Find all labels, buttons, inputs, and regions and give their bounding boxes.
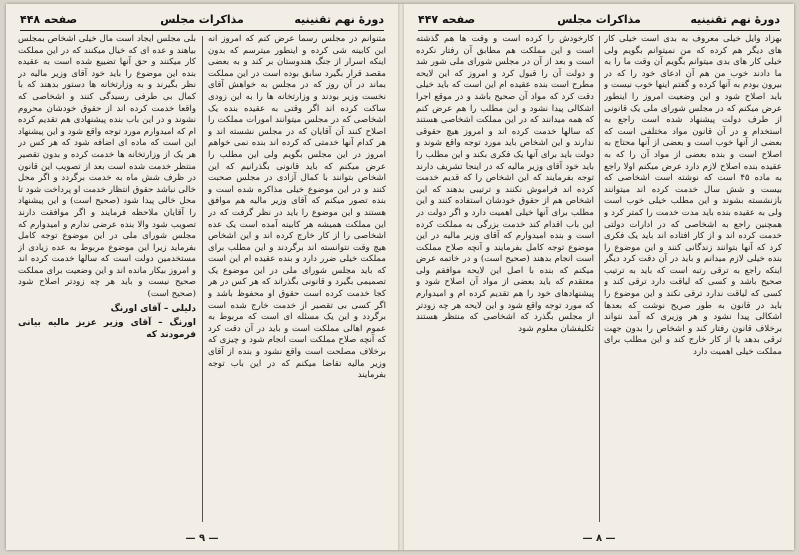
right-page-folio: — ۸ — bbox=[582, 533, 616, 544]
left-page-folio: — ۹ — bbox=[185, 533, 219, 544]
column-divider bbox=[202, 36, 203, 522]
left-page-right-column bbox=[208, 34, 386, 524]
left-page-left-column-text: بلی مجلس ایجاد است مال خیلی اشخاص بمجلس بیاهند و عده ای که خیال میکنند که در این مملکت کار میکنند و حق آنها تضییع شده است به عقیده بنده این موضوع را باید خود آقای وزیر مالیه در نظر بگیرند و به وزارتخانه ها دستور بدهند که با کمال بی طرفی رسیدگی کنند و اشخاصی که واقعا خدمت کرده اند از حقوق خودشان محروم نشوند و در این باب بنده پیشنهادی هم تقدیم کرده ام که امیدوارم مورد توجه واقع شود و این پیشنهاد این است که ماده ای اضافه شود که هر کس در هر یک از وزارتخانه ها خدمت کرده و بدون تقصیر منتظر خدمت شده است بعد از تصویب این قانون در ظرف شش ماه به خدمت برگردد و اگر محل خالی نباشد حقوق انتظار خدمت او پرداخت شود تا محل خالی پیدا شود (صحیح است) و این پیشنهاد را آقایان ملاحظه فرمایند و اگر موافقت دارند تصویب شود والا بنده عرضی ندارم و امیدوارم که مجلس شورای ملی در این موضوع توجه کامل بفرماید زیرا این موضوع مربوط به عده زیادی از مستخدمین دولت است که سالها خدمت کرده اند و امروز بیکار مانده اند و این وضعیت برای مملکت صحیح نیست و باید هر چه زودتر اصلاح شود (صحیح است) bbox=[18, 34, 196, 300]
right-header-title: مذاکرات مجلس bbox=[557, 13, 641, 26]
right-page-right-column-text: بهزاد وایل خیلی معروف به بدی است خیلی کار های دیگر هم کرده که من نمیتوانم بگویم ولی خیلی کار های بدی میتوانم بگویم آن وقت ما را به ما دادند خوب من هم آن ادعای خود را که در بیرون بودم به آنها کرده و گفتم اینها خوب نیست و باید اصلاح شود و این وضعیت امروز را اینطور عرض میکنم که در مجلس شورای ملی یک قانونی از طرف دولت پیشنهاد شده است راجع به استخدام و در آن قانون مواد مختلفی است که بعضی از آنها خوب است و بعضی از آنها محتاج به اصلاح است و بنده بعضی از مواد آن را که به عقیده بنده اصلاح لازم دارد عرض میکنم اولا راجع به ماده ۴۵ است که نوشته است اشخاصی که بیست و شش سال خدمت کرده اند میتوانند بازنشسته بشوند و این مطلب خیلی خوب است ولی به عقیده بنده باید مدت خدمت را کمتر کرد و همچنین راجع به اشخاصی که در ادارات دولتی خدمت کرده اند و از کار افتاده اند باید یک فکری کرد که آنها بتوانند زندگانی کنند و این موضوع را بنده خیلی لازم میدانم و باید در آن دقت کرد دیگر اینکه راجع به ترقی رتبه است که باید به ترتیب صحیح باشد و کسی که لیاقت دارد ترقی کند و کسی که لیاقت ندارد ترقی نکند و این موضوع را باید در قانون به طور صریح نوشت که بعدها اشکالی پیدا نشود و هر وزیری که آمد نتواند برخلاف قانون رفتار کند و اشخاص را بدون جهت ترقی بدهد یا از کار خارج کند و این مطلب برای مملکت خیلی اهمیت دارد bbox=[604, 34, 782, 358]
right-header-session: دورهٔ نهم تقنینیه bbox=[690, 13, 780, 26]
right-page-left-column-text: کارخودش را کرده است و وقت ها هم گذشته است و این مملکت هم مطابق آن رفتار نکرده است و بعد از آن در مجلس شورای ملی شور شد و دولت آن را قبول کرد و امروز که این لایحه مطرح است بنده عقیده ام این است که باید خیلی دقت کرد که مواد آن صحیح باشد و در موقع اجرا اشکالی پیدا نشود و این مطلب را هم عرض کنم که همه میدانند که در این مملکت اشخاصی هستند که سالها خدمت کرده اند و امروز هیچ حقوقی ندارند و این اشخاص باید مورد توجه واقع شوند و دولت باید برای آنها یک فکری بکند و این مطلب را باید خود آقای وزیر مالیه که در اینجا تشریف دارند توجه بفرمایند که این اشخاص را که قدیم خدمت کرده اند فراموش نکنند و ترتیبی بدهند که این اشخاص هم از حقوق خودشان استفاده کنند و این مطلب برای آنها خیلی اهمیت دارد و اگر دولت در این باب اقدام کند خدمت بزرگی به مملکت کرده است و بنده امیدوارم که آقای وزیر مالیه در این موضوع توجه کامل بفرمایند و آنچه صلاح مملکت است انجام بدهند (صحیح است) و در خاتمه عرض میکنم که بنده با اصل این لایحه موافقم ولی معتقدم که باید بعضی از مواد آن اصلاح شود و پیشنهادهای خود را هم تقدیم کرده ام و امیدوارم که مورد توجه واقع شود و این لایحه هر چه زودتر از مجلس بگذرد که اشخاصی که منتظر هستند تکلیفشان معلوم شود bbox=[416, 34, 594, 334]
left-page-right-column-text: متنوانم در مجلس رسما عرض کنم که امروز انه این کابینه شی کرده و اینطور میترسم که بدون اینکه اسرار از جنگ هندوستان بر کند و به بعضی مقصد قرار بگیرد سابق بوده است در این مملکت بماند در آن روز که در مجلس به خواهش آقای نخست وزیر بودند و وزارتخانه ها را به این زودی ساکت کرده اند اگر وقتی به عقیده بنده یک اشخاصی که در مجلس میتوانند امورات مملکت را اصلاح کنند آن آقایان که در مجلس نشسته اند و هر کدام آنها خدمتی که کرده اند بنده نمی خواهم امروز در این مجلس بگویم ولی این مطلب را عرض میکنم که باید قانونی بگذرانیم که این اشخاص بتوانند با کمال آزادی در مجلس صحبت کنند و در این موضوع خیلی مذاکره شده است و بنده تصور میکنم که آقای وزیر مالیه هم موافق هستند و این موضوع را باید در نظر گرفت که در این مملکت همیشه هر کابینه آمده است یک عده اشخاصی را از کار خارج کرده اند و این اشخاص هیچ وقت نتوانسته اند برگردند و این مطلب برای مملکت خیلی ضرر دارد و بنده عقیده ام این است که باید مجلس شورای ملی در این موضوع یک تصمیمی بگیرد و قانونی بگذراند که هر کس در هر کجا خدمت کرده است حقوق او محفوظ باشد و اگر کسی بی تقصیر از خدمت خارج شده است برگردد و این یک مسئله ای است که مربوط به عموم اهالی مملکت است و باید در آن دقت کرد که آنچه صلاح مملکت است انجام شود و چیزی که برخلاف مصلحت است واقع نشود و بنده از آقای وزیر مالیه تقاضا میکنم که در این باب توجه بفرمایند bbox=[208, 34, 386, 381]
right-header-page-number: صفحه ۴۴۷ bbox=[418, 13, 476, 26]
right-page-columns bbox=[416, 34, 782, 524]
column-divider bbox=[599, 36, 600, 522]
left-page-columns bbox=[18, 34, 386, 524]
next-speaker-line: اورنگ – آقای وزیر عزیز مالیه بیانی فرمودند که bbox=[18, 318, 196, 340]
left-page bbox=[6, 4, 398, 550]
right-page-left-column bbox=[416, 34, 594, 524]
left-page-left-column bbox=[18, 34, 196, 524]
left-header-title: مذاکرات مجلس bbox=[160, 13, 244, 26]
right-page-header bbox=[418, 12, 780, 31]
speaker-name: دلیلی – آقای اورنگ bbox=[110, 303, 196, 314]
left-header-page-number: صفحه ۴۴۸ bbox=[20, 13, 78, 26]
right-page bbox=[404, 4, 794, 550]
left-page-header bbox=[20, 12, 384, 31]
left-header-session: دورهٔ نهم تقنینیه bbox=[294, 13, 384, 26]
right-page-right-column bbox=[604, 34, 782, 524]
book-spread bbox=[6, 4, 794, 550]
